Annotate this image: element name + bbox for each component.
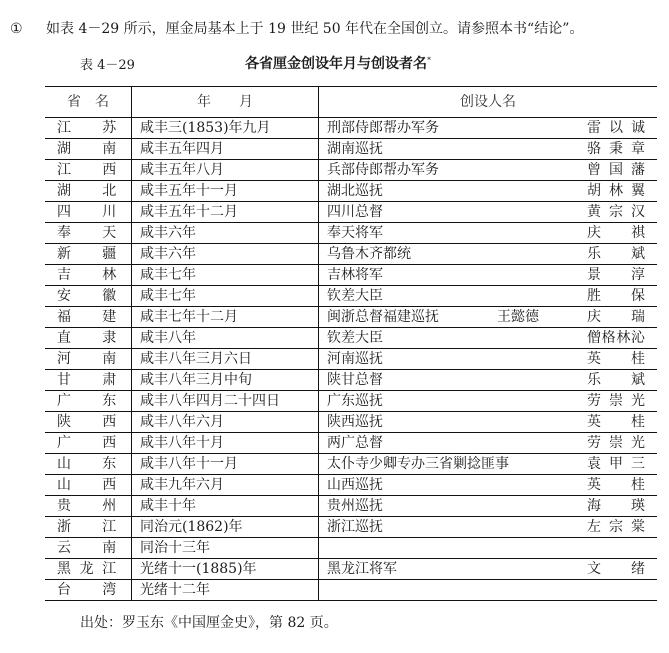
cell-founder — [319, 160, 658, 181]
province-name: 湖北 — [57, 183, 119, 199]
cell-founder — [319, 349, 658, 370]
table-row — [45, 265, 657, 286]
table-row — [45, 244, 657, 265]
cell-date: 光绪十二年 — [132, 580, 319, 601]
cell-founder — [319, 475, 658, 496]
table-row — [45, 307, 657, 328]
founder-post: 湖北巡抚 — [327, 183, 383, 199]
founder-name: 英桂 — [587, 477, 645, 493]
founder-wrap — [327, 119, 649, 137]
founder-wrap — [327, 413, 649, 431]
founder-second-name: 王懿德 — [497, 309, 539, 325]
cell-date: 咸丰八年十一月 — [132, 454, 319, 475]
founder-wrap — [327, 245, 649, 263]
province-name: 山西 — [57, 477, 119, 493]
table-header-row — [45, 87, 657, 118]
cell-date: 咸丰十年 — [132, 496, 319, 517]
cell-date: 同治十三年 — [132, 538, 319, 559]
province-name: 广西 — [57, 435, 119, 451]
cell-founder — [319, 307, 658, 328]
cell-province — [45, 349, 132, 370]
cell-province — [45, 412, 132, 433]
source-note: 出处：罗玉东《中国厘金史》，第 82 页。 — [80, 615, 338, 631]
footnote-line — [10, 18, 583, 38]
cell-date: 咸丰六年 — [132, 244, 319, 265]
province-name: 广东 — [57, 393, 119, 409]
table-row — [45, 538, 657, 559]
province-name: 新疆 — [57, 246, 119, 262]
cell-date: 咸丰九年六月 — [132, 475, 319, 496]
table-row — [45, 580, 657, 601]
founder-name: 袁甲三 — [587, 456, 645, 472]
founder-name: 庆祺 — [587, 225, 645, 241]
founder-post: 湖南巡抚 — [327, 141, 383, 157]
cell-founder — [319, 118, 658, 139]
header-founder: 创设人名 — [319, 87, 658, 118]
founder-name: 劳崇光 — [587, 435, 645, 451]
cell-founder — [319, 496, 658, 517]
founder-name: 英桂 — [587, 351, 645, 367]
cell-province — [45, 139, 132, 160]
cell-province — [45, 244, 132, 265]
table-row — [45, 559, 657, 580]
founder-post: 钦差大臣 — [327, 288, 383, 304]
cell-founder — [319, 454, 658, 475]
cell-province — [45, 496, 132, 517]
table-title — [245, 53, 431, 73]
cell-founder — [319, 559, 658, 580]
cell-founder — [319, 517, 658, 538]
founder-name: 黄宗汉 — [587, 204, 645, 220]
table-row — [45, 496, 657, 517]
cell-founder — [319, 244, 658, 265]
cell-province — [45, 580, 132, 601]
province-name: 福建 — [57, 309, 119, 325]
founder-wrap — [327, 392, 649, 410]
cell-founder — [319, 538, 658, 559]
cell-province — [45, 202, 132, 223]
cell-province — [45, 223, 132, 244]
founder-post: 吉林将军 — [327, 267, 383, 283]
cell-date: 咸丰七年 — [132, 286, 319, 307]
founder-post: 贵州巡抚 — [327, 498, 383, 514]
founder-post: 奉天将军 — [327, 225, 383, 241]
province-name: 云南 — [57, 540, 119, 556]
cell-date: 同治元(1862)年 — [132, 517, 319, 538]
founder-name: 乐斌 — [587, 372, 645, 388]
cell-province — [45, 118, 132, 139]
cell-founder — [319, 328, 658, 349]
cell-date: 咸丰八年六月 — [132, 412, 319, 433]
founder-wrap — [327, 371, 649, 389]
cell-founder — [319, 412, 658, 433]
cell-province — [45, 475, 132, 496]
cell-province — [45, 328, 132, 349]
table-title-text: 各省厘金创设年月与创设者名 — [245, 56, 427, 72]
founder-wrap — [327, 518, 649, 536]
cell-date: 咸丰五年十二月 — [132, 202, 319, 223]
table-row — [45, 475, 657, 496]
founder-post: 太仆寺少卿专办三省剿捻匪事 — [327, 456, 509, 472]
founder-post: 钦差大臣 — [327, 330, 383, 346]
table-row — [45, 223, 657, 244]
cell-province — [45, 517, 132, 538]
founder-post: 山西巡抚 — [327, 477, 383, 493]
table-row — [45, 433, 657, 454]
province-name: 河南 — [57, 351, 119, 367]
founder-post: 两广总督 — [327, 435, 383, 451]
cell-date: 咸丰七年 — [132, 265, 319, 286]
province-name: 台湾 — [57, 582, 119, 598]
founder-post: 浙江巡抚 — [327, 519, 383, 535]
province-name: 贵州 — [57, 498, 119, 514]
table-row — [45, 412, 657, 433]
header-province: 省 名 — [45, 87, 132, 118]
founder-name: 雷以诚 — [587, 120, 645, 136]
cell-province — [45, 559, 132, 580]
table-row — [45, 517, 657, 538]
province-name: 甘肃 — [57, 372, 119, 388]
founder-post: 闽浙总督福建巡抚 — [327, 309, 439, 325]
table-row — [45, 286, 657, 307]
table-title-asterisk: * — [427, 55, 431, 65]
cell-province — [45, 391, 132, 412]
founder-post: 陕西巡抚 — [327, 414, 383, 430]
founder-wrap — [327, 224, 649, 242]
founder-wrap — [327, 182, 649, 200]
founder-wrap — [327, 140, 649, 158]
table-row — [45, 370, 657, 391]
cell-founder — [319, 223, 658, 244]
province-name: 奉天 — [57, 225, 119, 241]
founder-name: 景淳 — [587, 267, 645, 283]
table-row — [45, 391, 657, 412]
table-row — [45, 181, 657, 202]
lijin-table — [45, 86, 657, 601]
founder-post: 陕甘总督 — [327, 372, 383, 388]
cell-founder — [319, 580, 658, 601]
founder-name: 庆瑞 — [587, 309, 645, 325]
cell-province — [45, 433, 132, 454]
province-name: 江西 — [57, 162, 119, 178]
province-name: 黑龙江 — [57, 561, 119, 577]
cell-founder — [319, 181, 658, 202]
table-number: 表 4－29 — [80, 58, 135, 73]
province-name: 四川 — [57, 204, 119, 220]
cell-province — [45, 160, 132, 181]
province-name: 陕西 — [57, 414, 119, 430]
cell-date: 咸丰三(1853)年九月 — [132, 118, 319, 139]
founder-wrap — [327, 497, 649, 515]
province-name: 直隶 — [57, 330, 119, 346]
founder-wrap — [327, 329, 649, 347]
founder-name: 胜保 — [587, 288, 645, 304]
cell-date: 咸丰八年三月中旬 — [132, 370, 319, 391]
table-body — [45, 118, 657, 601]
founder-wrap — [327, 434, 649, 452]
founder-post: 广东巡抚 — [327, 393, 383, 409]
founder-wrap — [327, 161, 649, 179]
province-name: 吉林 — [57, 267, 119, 283]
founder-post: 乌鲁木齐都统 — [327, 246, 411, 262]
founder-post: 刑部侍郎帮办军务 — [327, 120, 439, 136]
founder-post: 兵部侍郎帮办军务 — [327, 162, 439, 178]
table-row — [45, 328, 657, 349]
founder-name: 文绪 — [587, 561, 645, 577]
cell-date: 咸丰七年十二月 — [132, 307, 319, 328]
founder-name: 劳崇光 — [587, 393, 645, 409]
founder-name: 英桂 — [587, 414, 645, 430]
province-name: 江苏 — [57, 120, 119, 136]
table-row — [45, 454, 657, 475]
cell-province — [45, 286, 132, 307]
cell-date: 咸丰六年 — [132, 223, 319, 244]
cell-founder — [319, 265, 658, 286]
cell-date: 咸丰五年十一月 — [132, 181, 319, 202]
cell-founder — [319, 370, 658, 391]
founder-name: 僧格林沁 — [587, 330, 645, 346]
founder-name: 胡林翼 — [587, 183, 645, 199]
cell-date: 咸丰五年四月 — [132, 139, 319, 160]
cell-province — [45, 454, 132, 475]
founder-wrap — [327, 560, 649, 578]
cell-province — [45, 181, 132, 202]
cell-founder — [319, 286, 658, 307]
founder-name: 曾国藩 — [587, 162, 645, 178]
cell-date: 光绪十一(1885)年 — [132, 559, 319, 580]
table-row — [45, 349, 657, 370]
cell-date: 咸丰五年八月 — [132, 160, 319, 181]
founder-name: 乐斌 — [587, 246, 645, 262]
cell-founder — [319, 391, 658, 412]
founder-wrap — [327, 308, 649, 326]
table-row — [45, 139, 657, 160]
province-name: 安徽 — [57, 288, 119, 304]
cell-date: 咸丰八年十月 — [132, 433, 319, 454]
founder-wrap — [327, 455, 649, 473]
table-row — [45, 118, 657, 139]
header-date: 年 月 — [132, 87, 319, 118]
founder-name: 海瑛 — [587, 498, 645, 514]
table-row — [45, 202, 657, 223]
cell-date: 咸丰八年四月二十四日 — [132, 391, 319, 412]
founder-post: 河南巡抚 — [327, 351, 383, 367]
province-name: 浙江 — [57, 519, 119, 535]
cell-date: 咸丰八年三月六日 — [132, 349, 319, 370]
founder-wrap — [327, 203, 649, 221]
founder-post: 黑龙江将军 — [327, 561, 397, 577]
founder-wrap — [327, 350, 649, 368]
cell-province — [45, 307, 132, 328]
cell-founder — [319, 139, 658, 160]
cell-province — [45, 265, 132, 286]
founder-name: 骆秉章 — [587, 141, 645, 157]
footnote-text: 如表 4－29 所示，厘金局基本上于 19 世纪 50 年代在全国创立。请参照本书“结论”。 — [46, 21, 584, 37]
footnote-marker: ① — [10, 21, 23, 37]
founder-wrap — [327, 266, 649, 284]
founder-name: 左宗棠 — [587, 519, 645, 535]
founder-post: 四川总督 — [327, 204, 383, 220]
cell-province — [45, 370, 132, 391]
founder-wrap — [327, 476, 649, 494]
province-name: 湖南 — [57, 141, 119, 157]
province-name: 山东 — [57, 456, 119, 472]
cell-founder — [319, 433, 658, 454]
cell-date: 咸丰八年 — [132, 328, 319, 349]
table-row — [45, 160, 657, 181]
cell-founder — [319, 202, 658, 223]
founder-wrap — [327, 287, 649, 305]
cell-province — [45, 538, 132, 559]
